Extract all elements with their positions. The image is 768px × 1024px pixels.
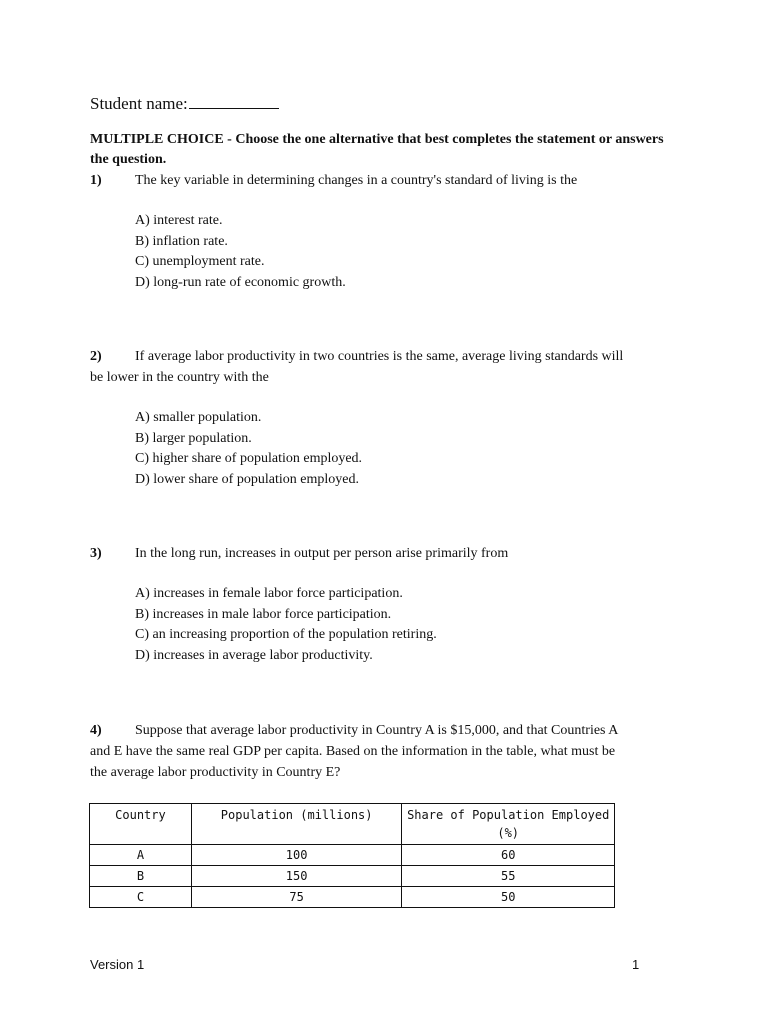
question-4-continuation-2: the average labor productivity in Country E? [90,765,341,780]
option-d[interactable]: D) long-run rate of economic growth. [135,275,346,291]
question-3 [90,543,670,564]
cell-country: C [90,887,192,908]
instructions: MULTIPLE CHOICE - Choose the one alternative that best completes the statement or answers the question. [90,132,664,167]
option-c[interactable]: C) higher share of population employed. [135,451,363,467]
student-name-blank[interactable] [189,94,279,109]
question-1-options [135,211,655,294]
header-share-employed: Share of Population Employed (%) [402,804,615,845]
footer-version: Version 1 [90,957,145,972]
question-4 [90,720,670,741]
cell-share-employed: 50 [402,887,615,908]
table-row [90,866,615,887]
question-4-continuation-1: and E have the same real GDP per capita. Based on the information in the table, what must be [90,744,616,759]
option-b[interactable]: B) larger population. [135,430,252,446]
country-data-table [89,803,615,908]
question-2-options [135,408,655,491]
option-d[interactable]: D) lower share of population employed. [135,472,359,488]
question-2-continuation: be lower in the country with the [90,370,269,385]
question-1 [90,170,670,191]
question-number: 1) [90,173,102,188]
question-3-options [135,584,655,667]
option-a[interactable]: A) interest rate. [135,213,223,228]
option-c[interactable]: C) unemployment rate. [135,254,265,270]
question-text: In the long run, increases in output per person arise primarily from [135,546,509,561]
header-country: Country [90,804,192,845]
cell-country: B [90,866,192,887]
cell-share-employed: 60 [402,845,615,866]
student-name-line [90,93,279,115]
option-b[interactable]: B) inflation rate. [135,233,228,249]
question-number: 4) [90,723,102,738]
cell-population: 100 [191,845,402,866]
question-text: If average labor productivity in two countries is the same, average living standards will [135,349,624,364]
option-d[interactable]: D) increases in average labor productivity. [135,648,373,664]
cell-population: 150 [191,866,402,887]
question-number: 3) [90,546,102,561]
student-name-label: Student name: [90,94,188,113]
table-row [90,887,615,908]
cell-country: A [90,845,192,866]
question-number: 2) [90,349,102,364]
option-c[interactable]: C) an increasing proportion of the population retiring. [135,627,437,643]
question-text: The key variable in determining changes in a country's standard of living is the [135,173,578,188]
header-population: Population (millions) [191,804,402,845]
table-row [90,845,615,866]
footer-page-number: 1 [632,957,640,972]
question-2 [90,346,670,367]
table-header-row [90,804,615,845]
option-a[interactable]: A) increases in female labor force participation. [135,586,403,601]
cell-share-employed: 55 [402,866,615,887]
option-b[interactable]: B) increases in male labor force participation. [135,606,392,622]
cell-population: 75 [191,887,402,908]
question-text: Suppose that average labor productivity in Country A is $15,000, and that Countries A [135,723,619,738]
option-a[interactable]: A) smaller population. [135,410,262,425]
